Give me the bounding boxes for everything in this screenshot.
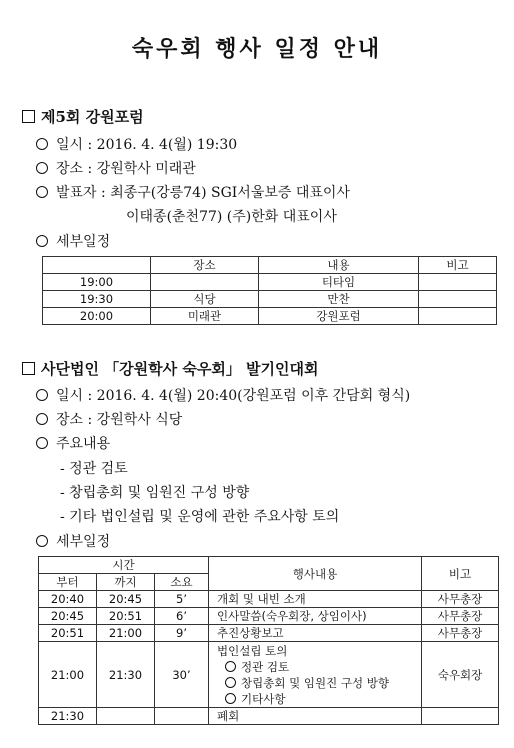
circle-bullet-icon <box>36 138 48 150</box>
table-cell: 19:30 <box>43 291 151 308</box>
table-row <box>39 708 499 725</box>
cell-content <box>209 642 422 708</box>
table-cell: 만찬 <box>259 291 419 308</box>
cell-from: 20:40 <box>39 591 97 608</box>
cell-note: 사무총장 <box>422 591 499 608</box>
square-bullet-icon <box>22 362 35 375</box>
main-item: - 창립총회 및 임원진 구성 방향 <box>60 485 250 501</box>
cell-content: 인사말씀(숙우회장, 상임이사) <box>209 608 422 625</box>
section1-place-text: 장소 : 강원학사 미래관 <box>56 161 196 177</box>
cell-from: 20:45 <box>39 608 97 625</box>
section1-datetime <box>36 134 237 154</box>
cell-duration <box>155 708 209 725</box>
cell-to: 20:51 <box>97 608 155 625</box>
table-row <box>43 308 497 325</box>
table-row <box>39 591 499 608</box>
section2-datetime-text: 일시 : 2016. 4. 4(월) 20:40(강원포럼 이후 간담회 형식) <box>56 388 411 404</box>
section1-speakers <box>36 182 350 202</box>
cell-from: 21:00 <box>39 642 97 708</box>
cell-from: 21:30 <box>39 708 97 725</box>
table-header-row <box>39 557 499 574</box>
square-bullet-icon <box>22 110 35 123</box>
section2-heading-text: 사단법인 「강원학사 숙우회」 발기인대회 <box>41 360 319 378</box>
section1-datetime-text: 일시 : 2016. 4. 4(월) 19:30 <box>56 137 238 153</box>
cell-duration: 5’ <box>155 591 209 608</box>
circle-bullet-icon <box>36 413 48 425</box>
main-item: - 기타 법인설립 및 운영에 관한 주요사항 토의 <box>60 509 340 525</box>
section2-datetime <box>36 385 410 405</box>
cell-to <box>97 708 155 725</box>
main-item: - 정관 검토 <box>60 461 128 477</box>
table-cell <box>419 308 497 325</box>
section1-schedule-label-text: 세부일정 <box>56 234 111 250</box>
table-row <box>39 642 499 708</box>
section2-main-label-text: 주요내용 <box>56 436 111 452</box>
cell-note: 사무총장 <box>422 608 499 625</box>
table-cell: 미래관 <box>151 308 259 325</box>
table-cell <box>151 274 259 291</box>
circle-bullet-icon <box>36 235 48 247</box>
section2-place <box>36 409 182 429</box>
section1-heading <box>22 106 144 127</box>
circle-bullet-icon <box>36 437 48 449</box>
section2-main-label <box>36 433 110 453</box>
table-cell: 식당 <box>151 291 259 308</box>
cell-content: 폐회 <box>209 708 422 725</box>
cell-note: 숙우회장 <box>422 642 499 708</box>
cell-from: 20:51 <box>39 625 97 642</box>
section1-speaker-1: 발표자 : 최종구(강릉74) SGI서울보증 대표이사 <box>56 185 350 201</box>
cell-to: 21:30 <box>97 642 155 708</box>
cell-content: 추진상황보고 <box>209 625 422 642</box>
content-sub-text: 정관 검토 <box>241 659 290 674</box>
content-sub <box>217 691 421 707</box>
table-cell <box>419 291 497 308</box>
table-header-cell: 비고 <box>419 257 497 274</box>
header-from: 부터 <box>39 574 97 591</box>
content-sub <box>217 659 421 675</box>
content-sub-text: 창립총회 및 임원진 구성 방향 <box>241 675 389 690</box>
table-header-row <box>43 257 497 274</box>
header-to: 까지 <box>97 574 155 591</box>
section1-schedule-table <box>42 256 497 325</box>
cell-to: 21:00 <box>97 625 155 642</box>
content-sub-text: 기타사항 <box>241 691 286 706</box>
section2-heading <box>22 358 319 379</box>
section2-schedule-table <box>38 556 499 725</box>
section1-place <box>36 158 196 178</box>
cell-content: 개회 및 내빈 소개 <box>209 591 422 608</box>
cell-duration: 30’ <box>155 642 209 708</box>
table-row <box>43 291 497 308</box>
table-header-cell <box>43 257 151 274</box>
table-cell: 20:00 <box>43 308 151 325</box>
cell-to: 20:45 <box>97 591 155 608</box>
section1-schedule-label <box>36 231 110 251</box>
content-main: 법인설립 토의 <box>217 643 288 658</box>
section2-place-text: 장소 : 강원학사 식당 <box>56 412 183 428</box>
section1-heading-text: 제5회 강원포럼 <box>41 108 144 126</box>
header-content: 행사내용 <box>209 557 422 591</box>
table-cell: 19:00 <box>43 274 151 291</box>
circle-bullet-icon <box>225 661 236 672</box>
header-time: 시간 <box>39 557 209 574</box>
cell-duration: 9’ <box>155 625 209 642</box>
section2-schedule-label <box>36 531 110 551</box>
page-title: 숙우회 행사 일정 안내 <box>131 36 383 62</box>
section1-speaker-2: 이태종(춘천77) (주)한화 대표이사 <box>126 209 337 225</box>
table-cell: 티타임 <box>259 274 419 291</box>
header-duration: 소요 <box>155 574 209 591</box>
cell-note: 사무총장 <box>422 625 499 642</box>
circle-bullet-icon <box>36 186 48 198</box>
table-cell <box>419 274 497 291</box>
content-sub <box>217 675 421 691</box>
circle-bullet-icon <box>36 535 48 547</box>
header-note: 비고 <box>422 557 499 591</box>
table-cell: 강원포럼 <box>259 308 419 325</box>
table-row <box>43 274 497 291</box>
circle-bullet-icon <box>36 162 48 174</box>
table-header-cell: 내용 <box>259 257 419 274</box>
cell-note <box>422 708 499 725</box>
section2-schedule-label-text: 세부일정 <box>56 534 111 550</box>
table-row <box>39 625 499 642</box>
circle-bullet-icon <box>36 389 48 401</box>
circle-bullet-icon <box>225 677 236 688</box>
table-row <box>39 608 499 625</box>
cell-duration: 6’ <box>155 608 209 625</box>
table-header-cell: 장소 <box>151 257 259 274</box>
circle-bullet-icon <box>225 693 236 704</box>
